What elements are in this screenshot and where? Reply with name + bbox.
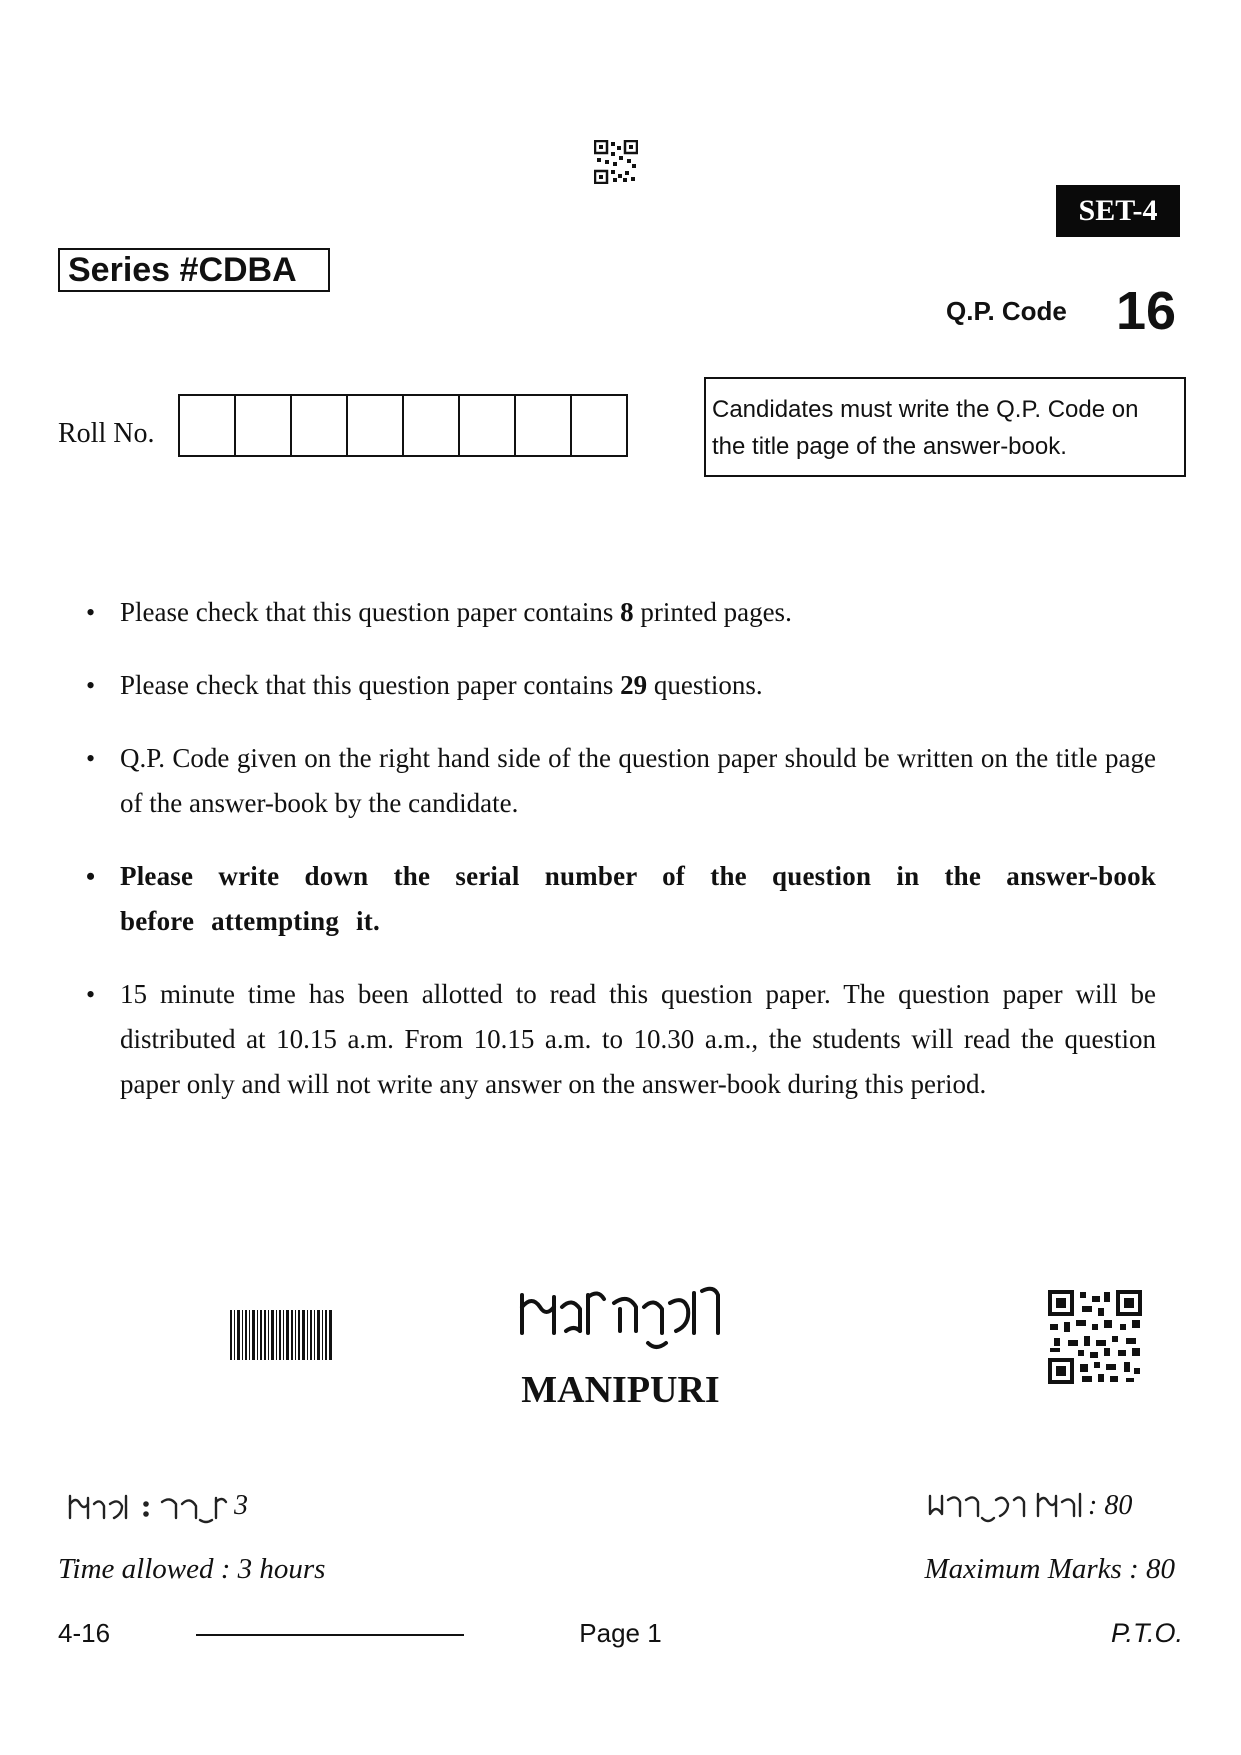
instructions-list	[86, 590, 1156, 1135]
instruction-item: • Please write down the serial number of the question in the answer-book before attempting it.	[86, 854, 1156, 944]
please-turn-over: P.T.O.	[1110, 1618, 1183, 1648]
roll-number-box[interactable]	[458, 394, 516, 457]
series-label	[58, 248, 330, 292]
roll-number-box[interactable]	[178, 394, 236, 457]
instruction-item: • Please check that this question paper contains 29 questions.	[86, 663, 1156, 708]
page-number: Page 1	[579, 1618, 662, 1648]
roll-number-box[interactable]	[514, 394, 572, 457]
roll-number-box[interactable]	[570, 394, 628, 457]
time-script-number: 3	[234, 1490, 248, 1521]
roll-number-label: Roll No.	[58, 418, 155, 449]
roll-number-boxes	[178, 394, 628, 457]
barcode	[230, 1310, 332, 1360]
roll-number-box[interactable]	[402, 394, 460, 457]
qr-code-top	[594, 140, 638, 184]
qp-code-value: 16	[1116, 281, 1177, 341]
instruction-item: • Q.P. Code given on the right hand side of the question paper should be written on the title page of the answer-book by the candidate.	[86, 736, 1156, 826]
instruction-item: • 15 minute time has been allotted to read this question paper. The question paper will be distributed at 10.15 a.m. From 10.15 a.m. to 10.30 a.m., the students will read the question paper only and will not write any answer on the answer-book during this period.	[86, 972, 1156, 1107]
qp-code-label: Q.P. Code	[946, 296, 1067, 326]
notice-line: the title page of the answer-book.	[712, 433, 1067, 460]
time-allowed-manipuri-script	[68, 1492, 258, 1526]
footer-code: 4-16	[58, 1618, 111, 1648]
roll-number-box[interactable]	[346, 394, 404, 457]
marks-script-number: : 80	[1088, 1490, 1133, 1521]
subject-title-manipuri-script	[518, 1285, 724, 1355]
series-text: Series #CDBA	[68, 250, 297, 289]
max-marks-manipuri-script	[928, 1490, 1142, 1526]
roll-number-box[interactable]	[234, 394, 292, 457]
qp-code-notice	[704, 377, 1186, 477]
instruction-item: • Please check that this question paper contains 8 printed pages.	[86, 590, 1156, 635]
maximum-marks: Maximum Marks : 80	[924, 1553, 1175, 1585]
notice-line: Candidates must write the Q.P. Code on	[712, 396, 1139, 423]
subject-title: MANIPURI	[521, 1369, 720, 1411]
roll-number-box[interactable]	[290, 394, 348, 457]
set-badge: SET-4	[1056, 185, 1180, 237]
qr-code-bottom	[1048, 1290, 1142, 1384]
time-allowed: Time allowed : 3 hours	[58, 1553, 326, 1585]
